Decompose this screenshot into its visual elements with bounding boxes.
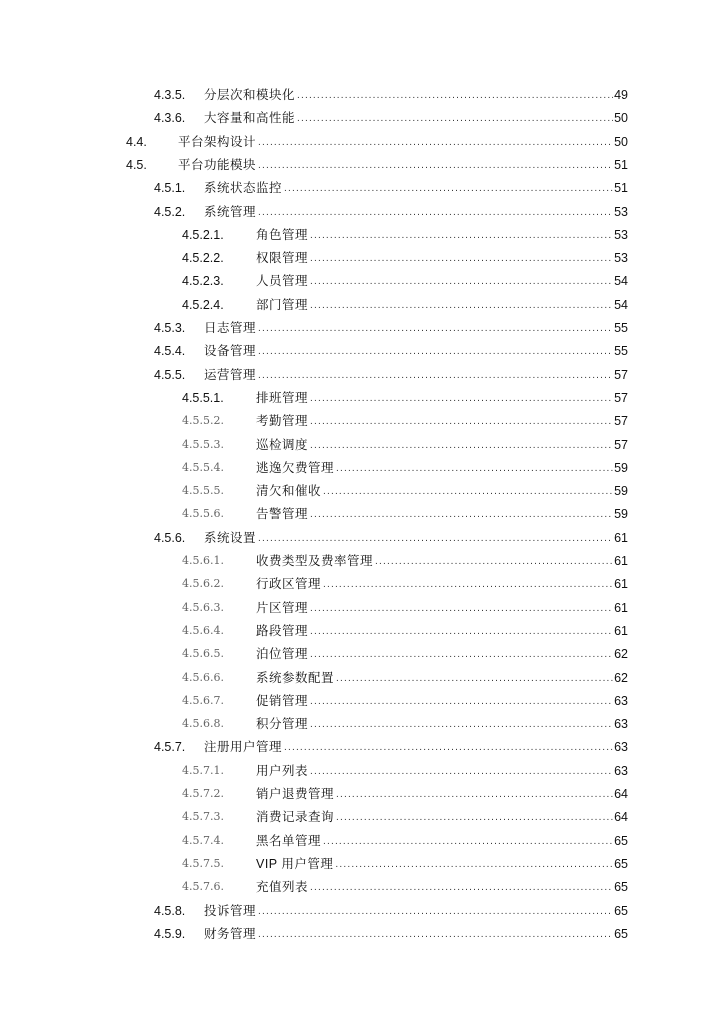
toc-entry-page-number: 50 (614, 111, 628, 126)
toc-entry-number: 4.5.5.4. (182, 460, 224, 474)
toc-dot-leader (258, 135, 613, 149)
toc-entry-number: 4.5.2.1. (182, 227, 224, 242)
toc-entry-title: 巡检调度 (256, 437, 309, 452)
toc-dot-leader (284, 181, 613, 195)
toc-entry[interactable] (182, 432, 628, 452)
toc-entry-title: 分层次和模块化 (204, 88, 296, 102)
toc-entry[interactable] (154, 338, 628, 358)
toc-dot-leader (336, 810, 613, 824)
toc-entry-number: 4.5.3. (154, 321, 186, 335)
toc-entry-title: 考勤管理 (256, 414, 309, 429)
toc-entry-page-number: 64 (614, 787, 628, 801)
toc-entry[interactable] (182, 385, 628, 405)
toc-entry-page-number: 57 (614, 437, 628, 452)
toc-entry-number: 4.5.6.6. (182, 670, 224, 684)
toc-entry-title: 投诉管理 (204, 903, 257, 918)
toc-entry-title: 积分管理 (256, 717, 309, 732)
toc-entry-title: 消费记录查询 (256, 810, 335, 825)
toc-entry-page-number: 65 (614, 833, 628, 848)
toc-entry[interactable] (182, 641, 628, 661)
toc-entry-number: 4.5.2. (154, 204, 186, 219)
toc-entry-number: 4.5.5.2. (182, 414, 224, 428)
toc-entry-page-number: 49 (614, 88, 628, 102)
toc-dot-leader (310, 274, 613, 288)
toc-dot-leader (323, 484, 613, 498)
toc-dot-leader (258, 321, 613, 335)
toc-entry-number: 4.5.7. (154, 740, 186, 755)
toc-entry-title: 部门管理 (256, 297, 309, 312)
toc-entry-title: 系统设置 (204, 530, 257, 545)
toc-entry[interactable] (182, 245, 628, 265)
toc-dot-leader (310, 391, 613, 405)
toc-dot-leader (258, 927, 613, 941)
toc-entry-number: 4.5.5.1. (182, 390, 224, 405)
toc-entry-page-number: 57 (614, 390, 628, 405)
toc-entry[interactable] (126, 129, 628, 149)
toc-dot-leader (336, 461, 613, 475)
toc-entry-title: 人员管理 (256, 274, 309, 289)
toc-dot-leader (310, 717, 613, 731)
toc-entry-page-number: 53 (614, 251, 628, 266)
toc-entry-page-number: 53 (614, 204, 628, 219)
toc-entry-number: 4.5.6. (154, 530, 186, 545)
toc-entry-title: 用户列表 (256, 763, 309, 778)
toc-entry[interactable] (154, 921, 628, 941)
toc-entry-title: 清欠和催收 (256, 484, 322, 499)
toc-entry-title: 系统管理 (204, 204, 257, 219)
toc-entry-number: 4.5.1. (154, 181, 186, 196)
toc-entry[interactable] (182, 665, 628, 685)
toc-entry-number: 4.5.5.5. (182, 484, 224, 498)
toc-entry-number: 4.5.6.1. (182, 554, 224, 567)
toc-entry-number: 4.5.7.1. (182, 763, 224, 777)
toc-entry-number: 4.5.6.5. (182, 647, 224, 661)
toc-entry-title: 片区管理 (256, 600, 309, 615)
toc-entry-page-number: 54 (614, 297, 628, 312)
toc-entry-page-number: 61 (614, 577, 628, 592)
toc-entry[interactable] (154, 734, 628, 754)
toc-entry[interactable] (154, 362, 628, 382)
toc-entry-page-number: 51 (614, 157, 628, 172)
toc-dot-leader (336, 787, 613, 801)
toc-entry-page-number: 53 (614, 227, 628, 242)
toc-entry-number: 4.5.2.3. (182, 274, 224, 289)
toc-dot-leader (323, 577, 613, 591)
toc-entry-title: 路段管理 (256, 623, 309, 638)
toc-entry[interactable] (154, 199, 628, 219)
toc-dot-leader (258, 344, 613, 358)
toc-dot-leader (258, 205, 613, 219)
toc-entry-number: 4.5. (126, 157, 147, 172)
toc-entry[interactable] (182, 455, 628, 475)
toc-entry-title: 充值列表 (256, 880, 309, 895)
toc-entry[interactable] (182, 828, 628, 848)
toc-entry-number: 4.5.6.8. (182, 717, 224, 731)
toc-entry-number: 4.4. (126, 134, 147, 149)
toc-entry-page-number: 54 (614, 274, 628, 289)
toc-entry[interactable] (182, 595, 628, 615)
toc-entry-title: 运营管理 (204, 367, 257, 382)
toc-entry-title: 平台功能模块 (178, 157, 257, 172)
toc-dot-leader (284, 740, 613, 754)
toc-entry[interactable] (182, 292, 628, 312)
toc-entry[interactable] (182, 408, 628, 428)
toc-entry-title: 排班管理 (256, 390, 309, 405)
toc-entry-page-number: 57 (614, 414, 628, 429)
toc-entry-title: 黑名单管理 (256, 833, 322, 848)
toc-entry[interactable] (154, 82, 628, 102)
toc-entry[interactable] (126, 152, 628, 172)
toc-dot-leader (310, 298, 613, 312)
toc-entry[interactable] (182, 222, 628, 242)
toc-entry-page-number: 57 (614, 367, 628, 382)
toc-entry-title: 告警管理 (256, 507, 309, 522)
toc-dot-leader (310, 228, 613, 242)
toc-entry-page-number: 55 (614, 321, 628, 335)
toc-dot-leader (258, 368, 613, 382)
toc-entry-number: 4.5.7.4. (182, 833, 224, 847)
toc-entry-page-number: 61 (614, 530, 628, 545)
toc-entry-page-number: 65 (614, 880, 628, 895)
toc-entry-page-number: 65 (614, 856, 628, 871)
toc-entry[interactable] (182, 758, 628, 778)
toc-dot-leader (310, 601, 613, 615)
toc-entry-number: 4.5.6.7. (182, 693, 224, 707)
toc-entry[interactable] (182, 804, 628, 824)
toc-entry[interactable] (182, 618, 628, 638)
toc-entry-page-number: 63 (614, 693, 628, 708)
toc-entry-title: 系统状态监控 (204, 181, 283, 196)
toc-entry-page-number: 62 (614, 670, 628, 685)
toc-entry-page-number: 59 (614, 460, 628, 475)
toc-dot-leader (310, 251, 613, 265)
toc-entry[interactable] (182, 571, 628, 591)
toc-entry-number: 4.5.5. (154, 367, 186, 382)
toc-entry-page-number: 55 (614, 344, 628, 359)
toc-entry-page-number: 59 (614, 484, 628, 499)
toc-entry-title: VIP 用户管理 (256, 856, 334, 871)
toc-entry-number: 4.5.7.5. (182, 856, 224, 870)
toc-entry-page-number: 50 (614, 134, 628, 149)
toc-entry[interactable] (182, 851, 628, 871)
toc-entry-title: 注册用户管理 (204, 740, 283, 755)
toc-entry[interactable] (182, 688, 628, 708)
toc-entry-number: 4.3.5. (154, 88, 186, 102)
toc-entry-number: 4.5.6.4. (182, 623, 224, 637)
toc-dot-leader (336, 671, 613, 685)
toc-entry-page-number: 51 (614, 181, 628, 196)
toc-entry-number: 4.5.6.2. (182, 577, 224, 591)
toc-entry-number: 4.5.6.3. (182, 600, 224, 614)
toc-entry[interactable] (182, 268, 628, 288)
toc-entry[interactable] (182, 501, 628, 521)
toc-entry-page-number: 65 (614, 903, 628, 918)
toc-entry-number: 4.5.5.3. (182, 437, 224, 451)
toc-entry[interactable] (154, 898, 628, 918)
toc-entry-title: 平台架构设计 (178, 134, 257, 149)
toc-entry-page-number: 63 (614, 763, 628, 778)
toc-entry-page-number: 61 (614, 623, 628, 638)
toc-entry-number: 4.3.6. (154, 111, 186, 126)
toc-dot-leader (310, 764, 613, 778)
toc-dot-leader (310, 414, 613, 428)
toc-dot-leader (310, 507, 613, 521)
toc-entry-title: 泊位管理 (256, 647, 309, 662)
toc-entry-title: 促销管理 (256, 693, 309, 708)
toc-entry-page-number: 63 (614, 740, 628, 755)
toc-entry-number: 4.5.4. (154, 344, 186, 359)
toc-dot-leader (258, 531, 613, 545)
toc-dot-leader (310, 880, 613, 894)
toc-entry-number: 4.5.2.4. (182, 297, 224, 312)
toc-dot-leader (258, 158, 613, 172)
toc-dot-leader (310, 438, 613, 452)
toc-dot-leader (335, 857, 613, 871)
toc-dot-leader (310, 624, 613, 638)
toc-entry-title: 逃逸欠费管理 (256, 460, 335, 475)
toc-entry-number: 4.5.8. (154, 903, 186, 918)
toc-entry-page-number: 62 (614, 647, 628, 662)
toc-entry-number: 4.5.2.2. (182, 251, 224, 266)
toc-entry[interactable] (182, 548, 628, 568)
toc-entry-number: 4.5.7.6. (182, 880, 224, 894)
toc-entry-title: 收费类型及费率管理 (256, 554, 374, 568)
toc-entry-page-number: 65 (614, 926, 628, 941)
toc-entry-page-number: 59 (614, 507, 628, 522)
toc-dot-leader (258, 904, 613, 918)
toc-entry-title: 大容量和高性能 (204, 111, 296, 126)
toc-entry-number: 4.5.9. (154, 926, 186, 941)
toc-entry-title: 系统参数配置 (256, 670, 335, 685)
toc-dot-leader (323, 834, 613, 848)
toc-entry-title: 权限管理 (256, 251, 309, 266)
toc-entry-title: 角色管理 (256, 227, 309, 242)
toc-entry-number: 4.5.5.6. (182, 507, 224, 521)
toc-entry[interactable] (182, 874, 628, 894)
toc-entry[interactable] (182, 478, 628, 498)
toc-entry-title: 设备管理 (204, 344, 257, 359)
toc-entry-page-number: 61 (614, 600, 628, 615)
toc-entry-page-number: 64 (614, 810, 628, 825)
toc-entry-title: 行政区管理 (256, 577, 322, 592)
toc-entry-number: 4.5.7.3. (182, 810, 224, 824)
toc-entry[interactable] (182, 781, 628, 801)
toc-dot-leader (310, 647, 613, 661)
toc-entry-title: 日志管理 (204, 321, 257, 335)
toc-entry-title: 财务管理 (204, 926, 257, 941)
toc-entry[interactable] (182, 711, 628, 731)
toc-dot-leader (375, 554, 613, 568)
toc-entry-page-number: 63 (614, 717, 628, 732)
toc-entry[interactable] (154, 315, 628, 335)
toc-entry[interactable] (154, 105, 628, 125)
toc-entry-number: 4.5.7.2. (182, 787, 224, 800)
toc-entry-title: 销户退费管理 (256, 787, 335, 801)
toc-entry-page-number: 61 (614, 554, 628, 568)
toc-dot-leader (310, 694, 613, 708)
toc-dot-leader (297, 111, 613, 125)
toc-entry[interactable] (154, 525, 628, 545)
toc-dot-leader (297, 88, 613, 102)
toc-entry[interactable] (154, 175, 628, 195)
